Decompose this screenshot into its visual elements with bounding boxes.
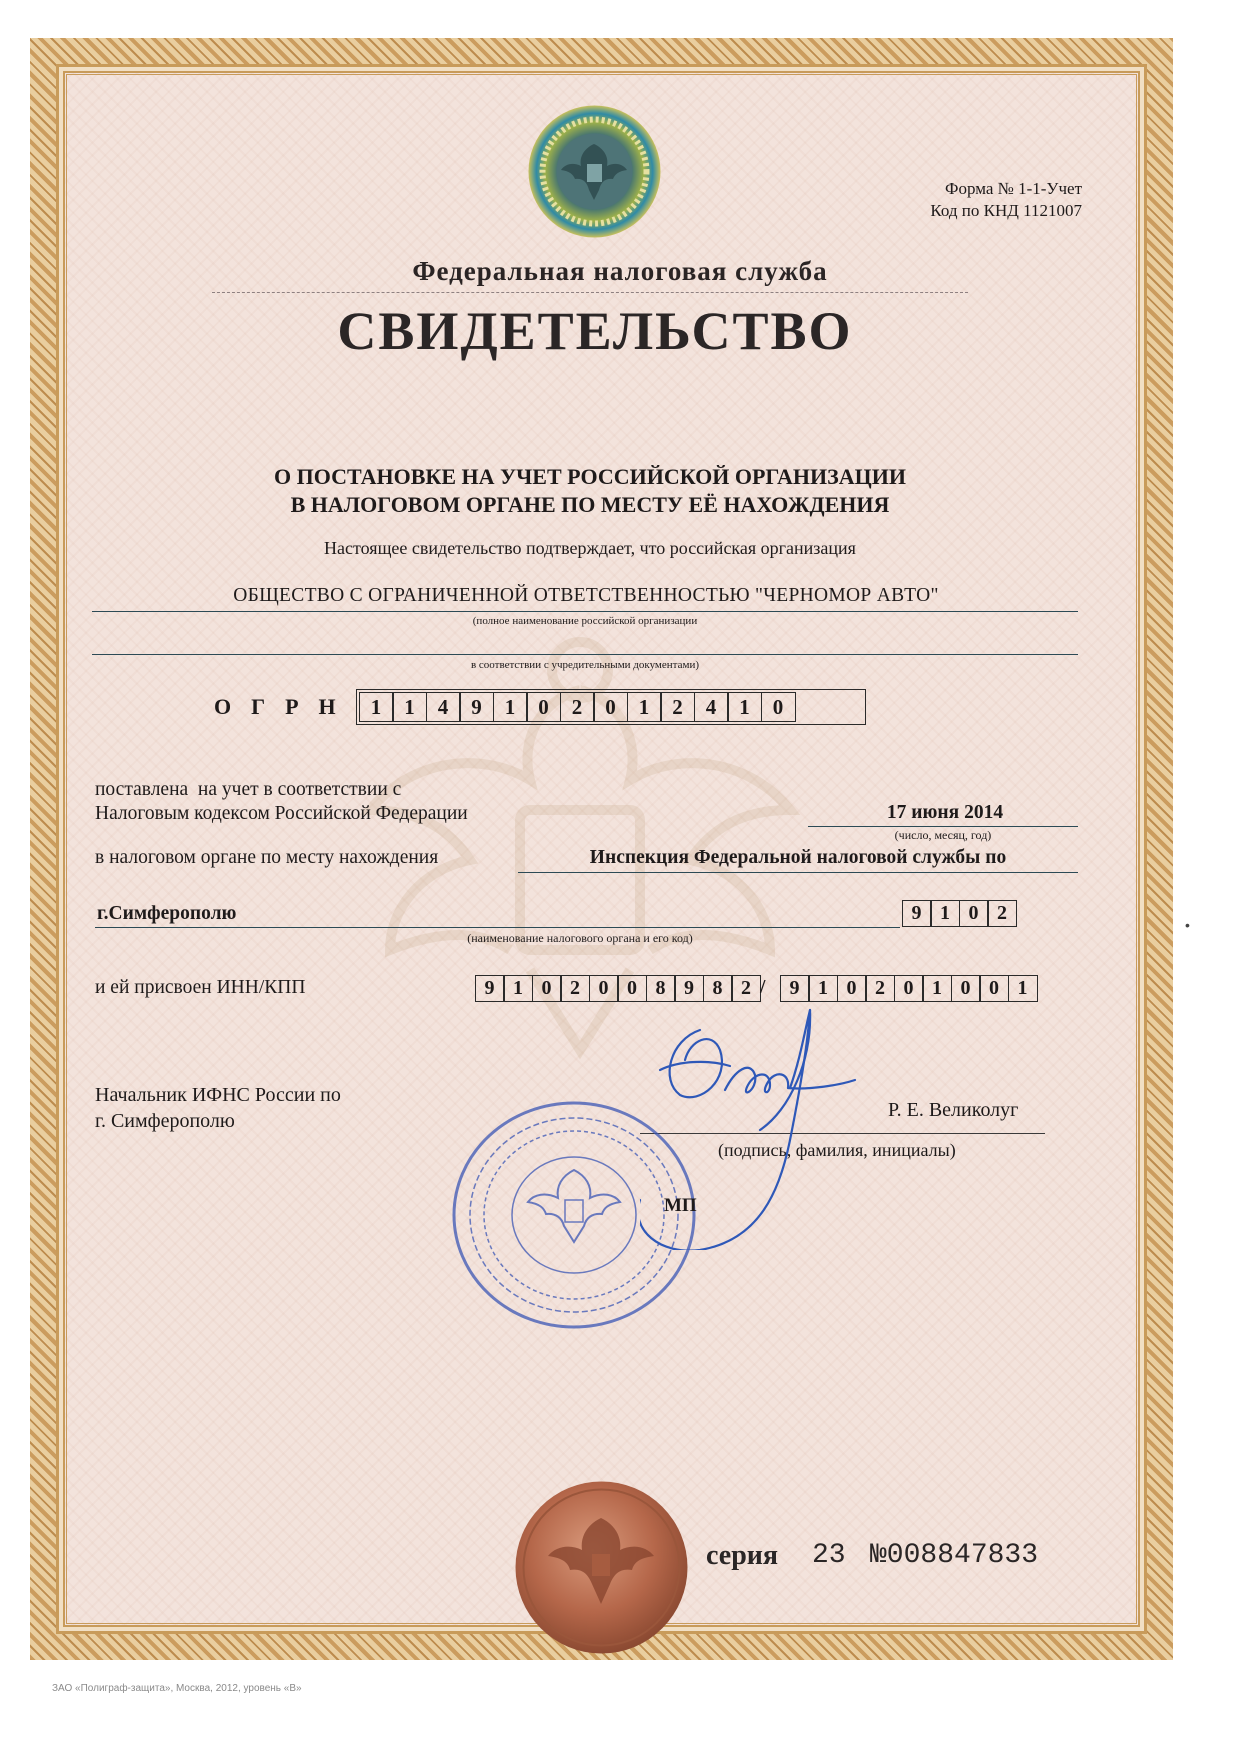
kpp-digit: 2: [865, 975, 895, 1002]
inn-digit: 0: [532, 975, 562, 1002]
inn-kpp-separator: /: [760, 977, 766, 998]
ogrn-digit: 0: [526, 692, 561, 722]
inn-digit: 1: [503, 975, 533, 1002]
signatory-position: [95, 1082, 341, 1134]
inn-digit: 8: [703, 975, 733, 1002]
registration-date-line: [808, 826, 1078, 827]
authority-code-digit: 9: [902, 900, 932, 927]
certificate-subtitle: [0, 463, 1180, 519]
kpp-digit: 0: [894, 975, 924, 1002]
kpp-digit: 0: [837, 975, 867, 1002]
registration-date: 17 июня 2014: [886, 802, 1004, 823]
hologram-emblem-icon: [527, 104, 662, 239]
organization-hint-1: (полное наименование российской организации: [472, 615, 698, 627]
inn-digits: [476, 975, 761, 1002]
ogrn-digit: 4: [694, 692, 729, 722]
authority-name-1: Инспекция Федеральной налоговой службы по: [589, 847, 1007, 868]
inn-digit: 9: [475, 975, 505, 1002]
ogrn-digit: 0: [593, 692, 628, 722]
organization-name-line: [92, 611, 1078, 612]
ogrn-digit: 1: [392, 692, 427, 722]
registration-text: [95, 778, 468, 826]
ogrn-digit: 1: [359, 692, 394, 722]
ogrn-digits: [360, 692, 796, 722]
ogrn-digit: 2: [560, 692, 595, 722]
registration-text-line-1: поставлена на учет в соответствии с: [95, 779, 402, 800]
stamp-place: МП: [664, 1195, 697, 1216]
ogrn-digit: 1: [627, 692, 662, 722]
registration-text-line-2: Налоговым кодексом Российской Федерации: [95, 803, 468, 824]
agency-underline: [212, 292, 968, 293]
subtitle-line-2: В НАЛОГОВОМ ОРГАНЕ ПО МЕСТУ ЕЁ НАХОЖДЕНИЯ: [290, 492, 890, 517]
kpp-digit: 0: [951, 975, 981, 1002]
kpp-digit: 9: [780, 975, 810, 1002]
kpp-digit: 1: [922, 975, 952, 1002]
form-info: [930, 178, 1082, 222]
ogrn-label: ОГРН: [214, 694, 356, 719]
agency-name: Федеральная налоговая служба: [412, 256, 828, 286]
kpp-digit: 0: [979, 975, 1009, 1002]
confirm-text: Настоящее свидетельство подтверждает, что российская организация: [324, 538, 856, 558]
ogrn-digit: 0: [761, 692, 796, 722]
authority-code-digit: 0: [959, 900, 989, 927]
kpp-digits: [781, 975, 1038, 1002]
ogrn-digit: 2: [660, 692, 695, 722]
organization-name: ОБЩЕСТВО С ОГРАНИЧЕННОЙ ОТВЕТСТВЕННОСТЬЮ "ЧЕРНОМОР АВТО": [233, 585, 939, 606]
registration-date-hint: (число, месяц, год): [894, 828, 992, 842]
form-number: Форма № 1-1-Учет: [945, 179, 1082, 198]
inn-digit: 0: [589, 975, 619, 1002]
signatory-name: Р. Е. Великолуг: [888, 1099, 1019, 1121]
inn-digit: 0: [617, 975, 647, 1002]
margin-mark: •: [1185, 917, 1190, 933]
inn-kpp-label: и ей присвоен ИНН/КПП: [95, 977, 306, 998]
printer-imprint: ЗАО «Полиграф-защита», Москва, 2012, уровень «В»: [52, 1683, 302, 1694]
copper-seal-icon: [514, 1480, 689, 1655]
series-value: 23: [812, 1540, 846, 1571]
ogrn-digit: 4: [426, 692, 461, 722]
ogrn-digit: 9: [459, 692, 494, 722]
kpp-digit: 1: [1008, 975, 1038, 1002]
authority-name-2: г.Симферополю: [97, 903, 237, 924]
inn-digit: 2: [560, 975, 590, 1002]
signatory-position-line-2: г. Симферополю: [95, 1110, 235, 1132]
series-label: серия: [706, 1540, 779, 1571]
authority-line-1: [518, 872, 1078, 873]
place-label: в налоговом органе по месту нахождения: [95, 847, 439, 868]
kpp-digit: 1: [808, 975, 838, 1002]
authority-hint: (наименование налогового органа и его код): [467, 931, 693, 945]
handwritten-signature-icon: [640, 1000, 860, 1250]
inn-digit: 2: [731, 975, 761, 1002]
organization-name-line-2: [92, 654, 1078, 655]
ogrn-digit: 1: [493, 692, 528, 722]
certificate-number: №008847833: [870, 1540, 1039, 1571]
signatory-position-line-1: Начальник ИФНС России по: [95, 1084, 341, 1106]
subtitle-line-1: О ПОСТАНОВКЕ НА УЧЕТ РОССИЙСКОЙ ОРГАНИЗАЦИИ: [274, 464, 906, 489]
knd-code: Код по КНД 1121007: [930, 201, 1082, 220]
authority-code-digit: 1: [930, 900, 960, 927]
authority-code: [903, 900, 1017, 927]
authority-line-2: [95, 927, 900, 928]
authority-code-digit: 2: [987, 900, 1017, 927]
inn-digit: 9: [674, 975, 704, 1002]
signature-hint: (подпись, фамилия, инициалы): [718, 1140, 956, 1160]
organization-hint-2: в соответствии с учредительными документами): [470, 659, 699, 671]
inn-digit: 8: [646, 975, 676, 1002]
certificate-title: СВИДЕТЕЛЬСТВО: [337, 301, 853, 361]
ogrn-digit: 1: [727, 692, 762, 722]
